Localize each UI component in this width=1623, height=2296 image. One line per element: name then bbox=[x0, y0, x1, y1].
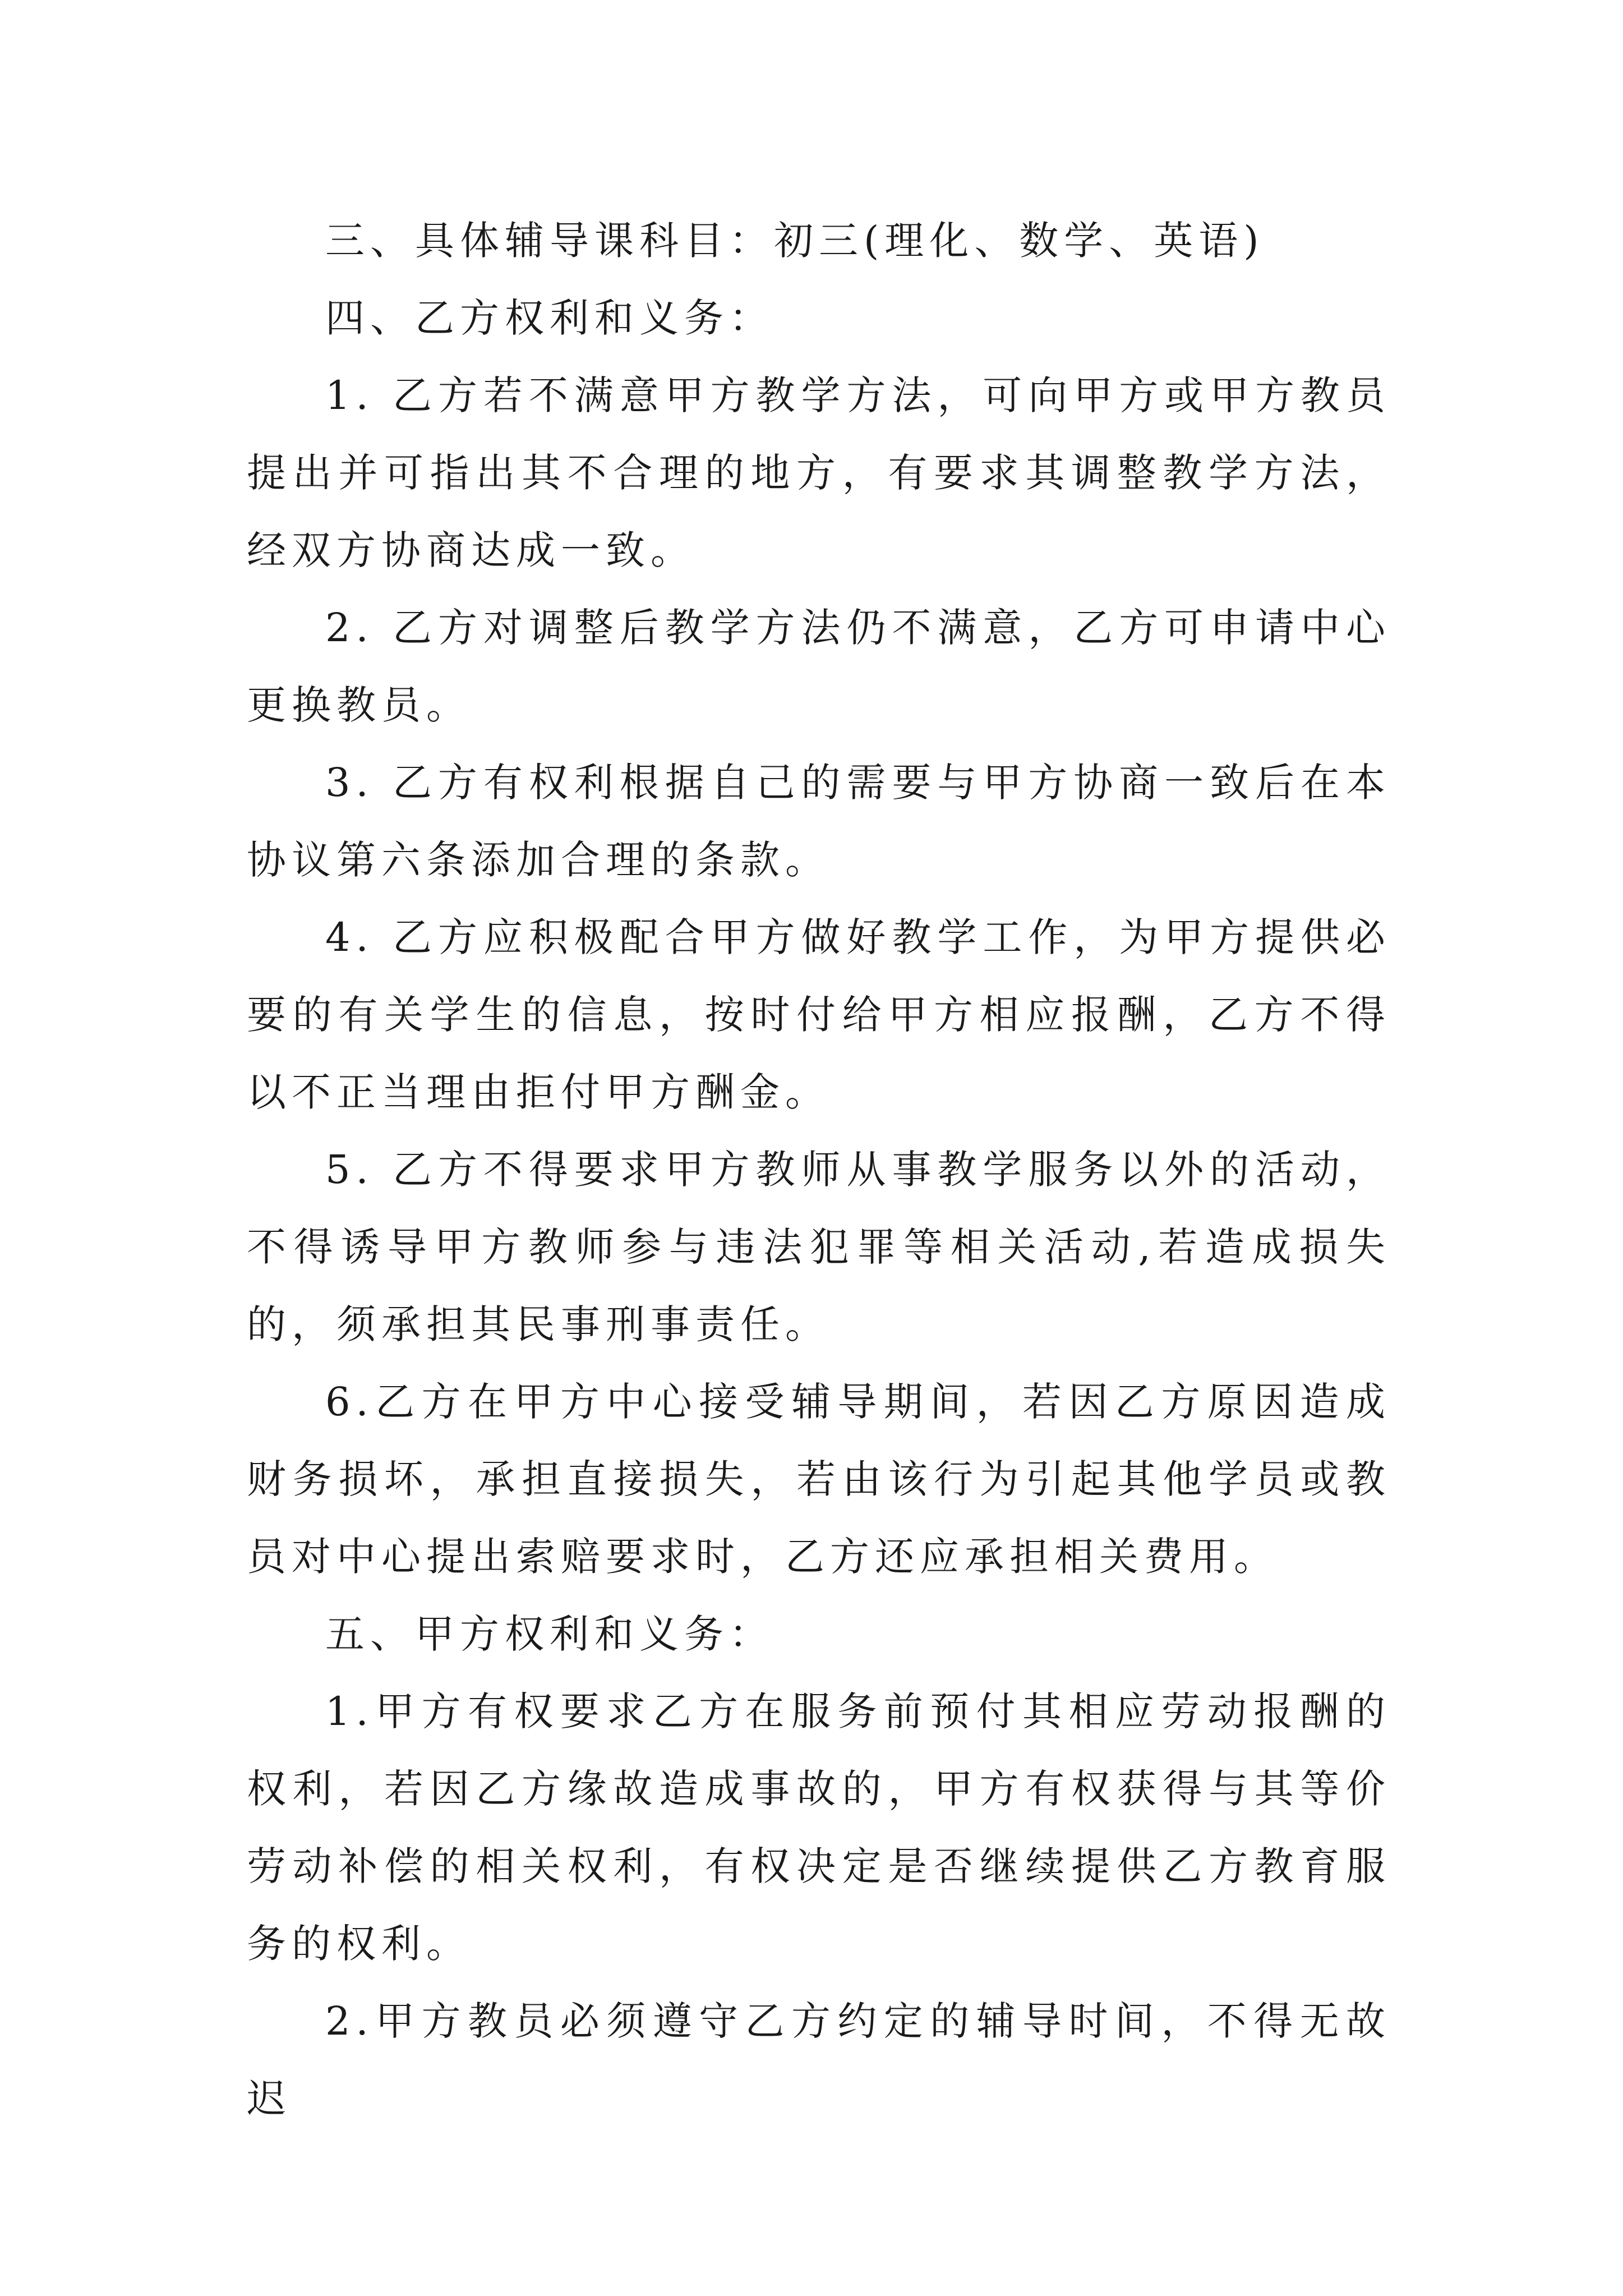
section-five-item-2: 2.甲方教员必须遵守乙方约定的辅导时间，不得无故迟 bbox=[247, 1998, 1391, 2122]
section-four-item-5: 5. 乙方不得要求甲方教师从事教学服务以外的活动，不得诱导甲方教师参与违法犯罪等相关活动,若造成损失的，须承担其民事刑事责任。 bbox=[247, 1147, 1391, 1347]
section-five-heading: 五、甲方权利和义务： bbox=[325, 1611, 774, 1657]
section-three-heading: 三、具体辅导课科目：初三(理化、数学、英语) bbox=[325, 218, 1265, 264]
document-body bbox=[247, 202, 1391, 2137]
section-four-item-3: 3. 乙方有权利根据自己的需要与甲方协商一致后在本协议第六条添加合理的条款。 bbox=[247, 760, 1391, 883]
section-four-heading: 四、乙方权利和义务： bbox=[325, 295, 774, 341]
section-four-item-2: 2. 乙方对调整后教学方法仍不满意，乙方可申请中心更换教员。 bbox=[247, 605, 1391, 728]
section-four-item-6: 6.乙方在甲方中心接受辅导期间，若因乙方原因造成财务损坏，承担直接损失，若由该行为引起其他学员或教员对中心提出索赔要求时，乙方还应承担相关费用。 bbox=[247, 1379, 1391, 1580]
section-four-item-4: 4. 乙方应积极配合甲方做好教学工作，为甲方提供必要的有关学生的信息，按时付给甲方相应报酬，乙方不得以不正当理由拒付甲方酬金。 bbox=[247, 914, 1391, 1115]
section-four-item-1: 1. 乙方若不满意甲方教学方法，可向甲方或甲方教员提出并可指出其不合理的地方，有要求其调整教学方法，经双方协商达成一致。 bbox=[247, 372, 1391, 573]
section-five-item-1: 1.甲方有权要求乙方在服务前预付其相应劳动报酬的权利，若因乙方缘故造成事故的，甲方有权获得与其等价劳动补偿的相关权利，有权决定是否继续提供乙方教育服务的权利。 bbox=[247, 1688, 1391, 1967]
